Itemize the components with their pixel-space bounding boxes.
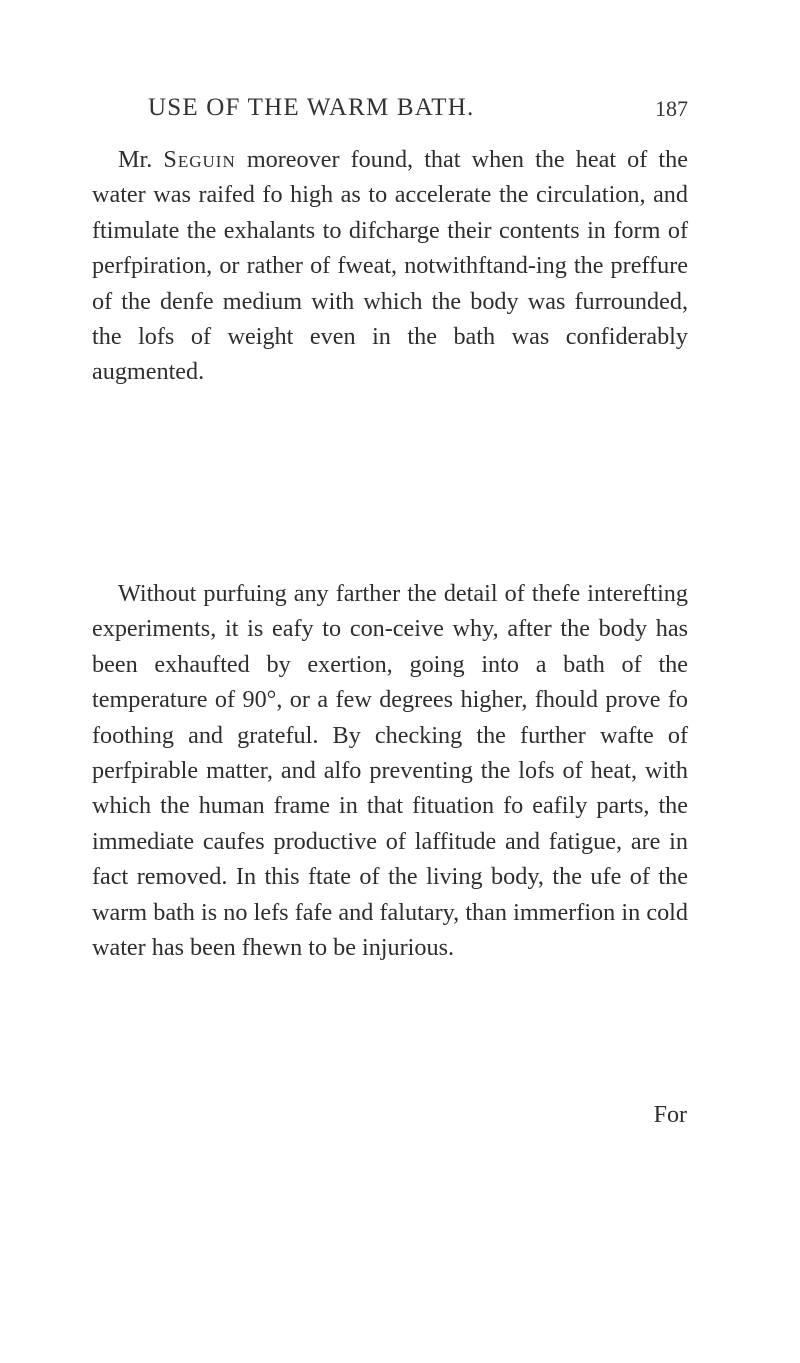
paragraph-2-text: Without purfuing any farther the detail of thefe interefting experiments, it is eafy to con-ceive why, after the body has been exhaufted by exertion, going into a bath of the temperature of 90°, or a few degrees higher, fhould prove fo foothing and grateful. By checking the further wafte of perfpirable matter, and alfo preventing the lofs of heat, with which the human frame in that fituation fo eafily parts, the immediate caufes productive of laffitude and fatigue, are in fact removed. In this ftate of the living body, the ufe of the warm bath is no lefs fafe and falutary, than immerfion in cold water has been fhewn to be injurious.: [92, 580, 688, 962]
paragraph-2: [92, 576, 688, 965]
paragraph-1-text: moreover found, that when the heat of the water was raifed fo high as to accelerate the circulation, and ftimulate the exhalants to difcharge their contents in form of perfpiration, or rather of fweat, notwithftand-ing the preffure of the denfe medium with which the body was furrounded, the lofs of weight even in the bath was confiderably augmented.: [92, 146, 688, 386]
paragraph-1-start: Mr.: [118, 146, 164, 173]
paragraph-1: [92, 142, 688, 390]
author-name: Seguin: [163, 146, 236, 173]
running-head: [148, 94, 688, 130]
running-title: USE OF THE WARM BATH.: [148, 94, 475, 121]
catchword: For: [653, 1102, 687, 1128]
page-number: 187: [655, 96, 688, 121]
